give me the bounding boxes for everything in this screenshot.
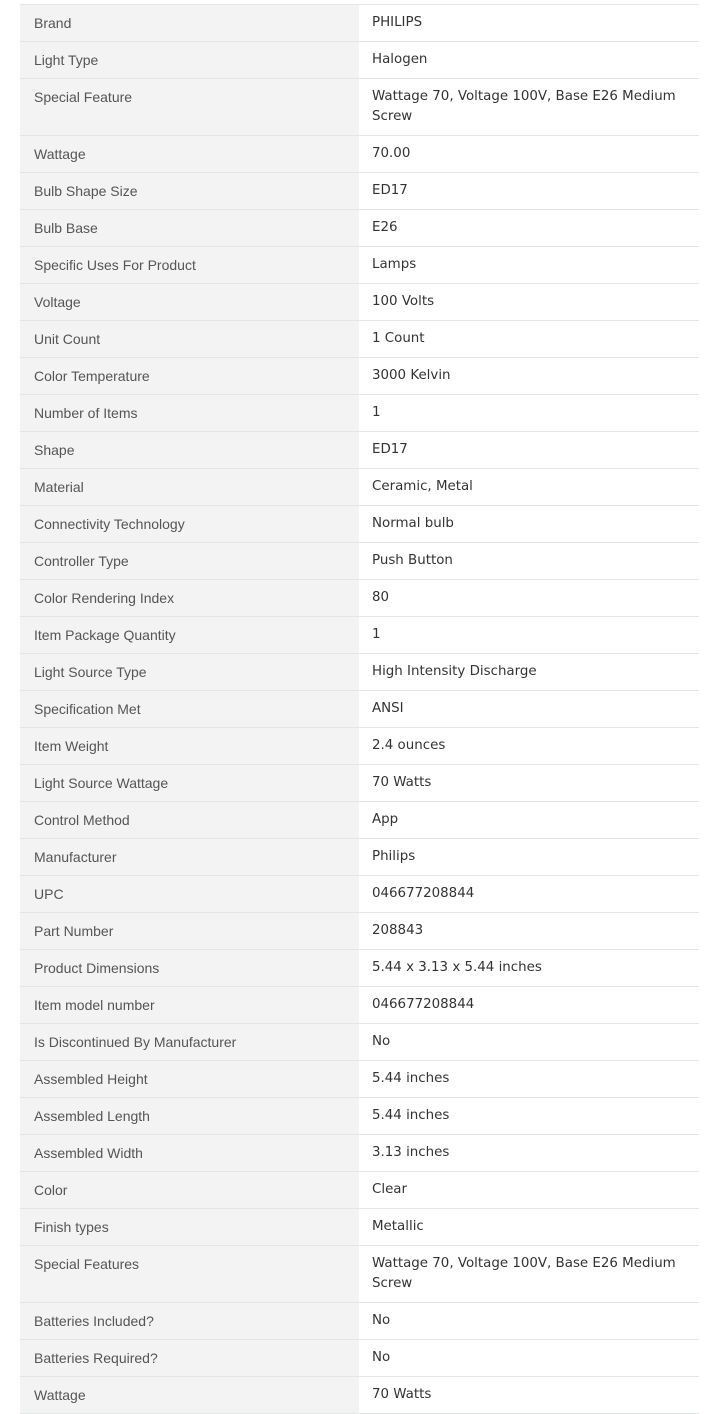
spec-label: Wattage (20, 136, 359, 173)
spec-row (20, 1172, 699, 1209)
spec-row (20, 432, 699, 469)
spec-value: Metallic (359, 1209, 699, 1246)
spec-row (20, 839, 699, 876)
spec-label: Material (20, 469, 359, 506)
spec-row (20, 210, 699, 247)
spec-label: Color (20, 1172, 359, 1209)
spec-row (20, 728, 699, 765)
spec-value: High Intensity Discharge (359, 654, 699, 691)
spec-row (20, 358, 699, 395)
spec-row (20, 469, 699, 506)
spec-value: 70 Watts (359, 1377, 699, 1414)
spec-label: Connectivity Technology (20, 506, 359, 543)
spec-value: 046677208844 (359, 987, 699, 1024)
product-specifications-table (20, 4, 699, 1414)
spec-label: Finish types (20, 1209, 359, 1246)
spec-row (20, 580, 699, 617)
spec-row (20, 284, 699, 321)
spec-label: Wattage (20, 1377, 359, 1414)
spec-label: Unit Count (20, 321, 359, 358)
spec-row (20, 691, 699, 728)
spec-label: Batteries Required? (20, 1340, 359, 1377)
spec-row (20, 1377, 699, 1414)
spec-value: Lamps (359, 247, 699, 284)
spec-value: Wattage 70, Voltage 100V, Base E26 Medium Screw (359, 1246, 699, 1303)
spec-label: Color Temperature (20, 358, 359, 395)
spec-row (20, 1135, 699, 1172)
spec-value: 100 Volts (359, 284, 699, 321)
spec-label: Bulb Base (20, 210, 359, 247)
spec-label: Batteries Included? (20, 1303, 359, 1340)
spec-label: Part Number (20, 913, 359, 950)
spec-value: No (359, 1340, 699, 1377)
spec-value: 1 (359, 395, 699, 432)
spec-row (20, 876, 699, 913)
spec-label: Product Dimensions (20, 950, 359, 987)
spec-label: Specification Met (20, 691, 359, 728)
spec-row (20, 136, 699, 173)
spec-label: UPC (20, 876, 359, 913)
spec-row (20, 5, 699, 42)
spec-label: Light Source Type (20, 654, 359, 691)
spec-row (20, 506, 699, 543)
spec-value: ED17 (359, 432, 699, 469)
spec-value: 70.00 (359, 136, 699, 173)
spec-row (20, 543, 699, 580)
spec-value: E26 (359, 210, 699, 247)
spec-label: Assembled Width (20, 1135, 359, 1172)
spec-value: No (359, 1303, 699, 1340)
spec-label: Item model number (20, 987, 359, 1024)
spec-row (20, 1209, 699, 1246)
spec-row (20, 1303, 699, 1340)
spec-row (20, 765, 699, 802)
spec-row (20, 173, 699, 210)
spec-row (20, 654, 699, 691)
spec-label: Brand (20, 5, 359, 42)
spec-row (20, 42, 699, 79)
spec-value: Push Button (359, 543, 699, 580)
spec-value: 3.13 inches (359, 1135, 699, 1172)
spec-value: Philips (359, 839, 699, 876)
spec-value: 1 (359, 617, 699, 654)
spec-label: Assembled Length (20, 1098, 359, 1135)
spec-value: 70 Watts (359, 765, 699, 802)
spec-row (20, 987, 699, 1024)
spec-value: 5.44 x 3.13 x 5.44 inches (359, 950, 699, 987)
spec-value: PHILIPS (359, 5, 699, 42)
spec-value: 208843 (359, 913, 699, 950)
spec-label: Bulb Shape Size (20, 173, 359, 210)
spec-value: 80 (359, 580, 699, 617)
spec-row (20, 617, 699, 654)
spec-label: Number of Items (20, 395, 359, 432)
spec-value: Normal bulb (359, 506, 699, 543)
spec-value: Halogen (359, 42, 699, 79)
spec-row (20, 395, 699, 432)
spec-label: Voltage (20, 284, 359, 321)
spec-row (20, 802, 699, 839)
spec-label: Is Discontinued By Manufacturer (20, 1024, 359, 1061)
spec-value: ANSI (359, 691, 699, 728)
spec-label: Light Source Wattage (20, 765, 359, 802)
spec-value: No (359, 1024, 699, 1061)
spec-value: 5.44 inches (359, 1061, 699, 1098)
spec-label: Item Package Quantity (20, 617, 359, 654)
spec-label: Item Weight (20, 728, 359, 765)
spec-label: Special Feature (20, 79, 359, 136)
spec-label: Special Features (20, 1246, 359, 1303)
spec-row (20, 1098, 699, 1135)
spec-row (20, 247, 699, 284)
spec-label: Manufacturer (20, 839, 359, 876)
spec-value: Ceramic, Metal (359, 469, 699, 506)
spec-value: App (359, 802, 699, 839)
spec-label: Shape (20, 432, 359, 469)
spec-value: 046677208844 (359, 876, 699, 913)
spec-row (20, 1246, 699, 1303)
spec-label: Color Rendering Index (20, 580, 359, 617)
spec-label: Assembled Height (20, 1061, 359, 1098)
spec-value: Clear (359, 1172, 699, 1209)
spec-value: 3000 Kelvin (359, 358, 699, 395)
spec-label: Light Type (20, 42, 359, 79)
spec-value: 5.44 inches (359, 1098, 699, 1135)
spec-row (20, 79, 699, 136)
spec-value: 1 Count (359, 321, 699, 358)
spec-table-body (20, 5, 699, 1414)
spec-row (20, 1340, 699, 1377)
spec-row (20, 913, 699, 950)
spec-row (20, 950, 699, 987)
spec-value: Wattage 70, Voltage 100V, Base E26 Medium Screw (359, 79, 699, 136)
spec-label: Specific Uses For Product (20, 247, 359, 284)
spec-row (20, 321, 699, 358)
spec-value: 2.4 ounces (359, 728, 699, 765)
spec-value: ED17 (359, 173, 699, 210)
spec-row (20, 1024, 699, 1061)
spec-row (20, 1061, 699, 1098)
spec-label: Control Method (20, 802, 359, 839)
spec-label: Controller Type (20, 543, 359, 580)
